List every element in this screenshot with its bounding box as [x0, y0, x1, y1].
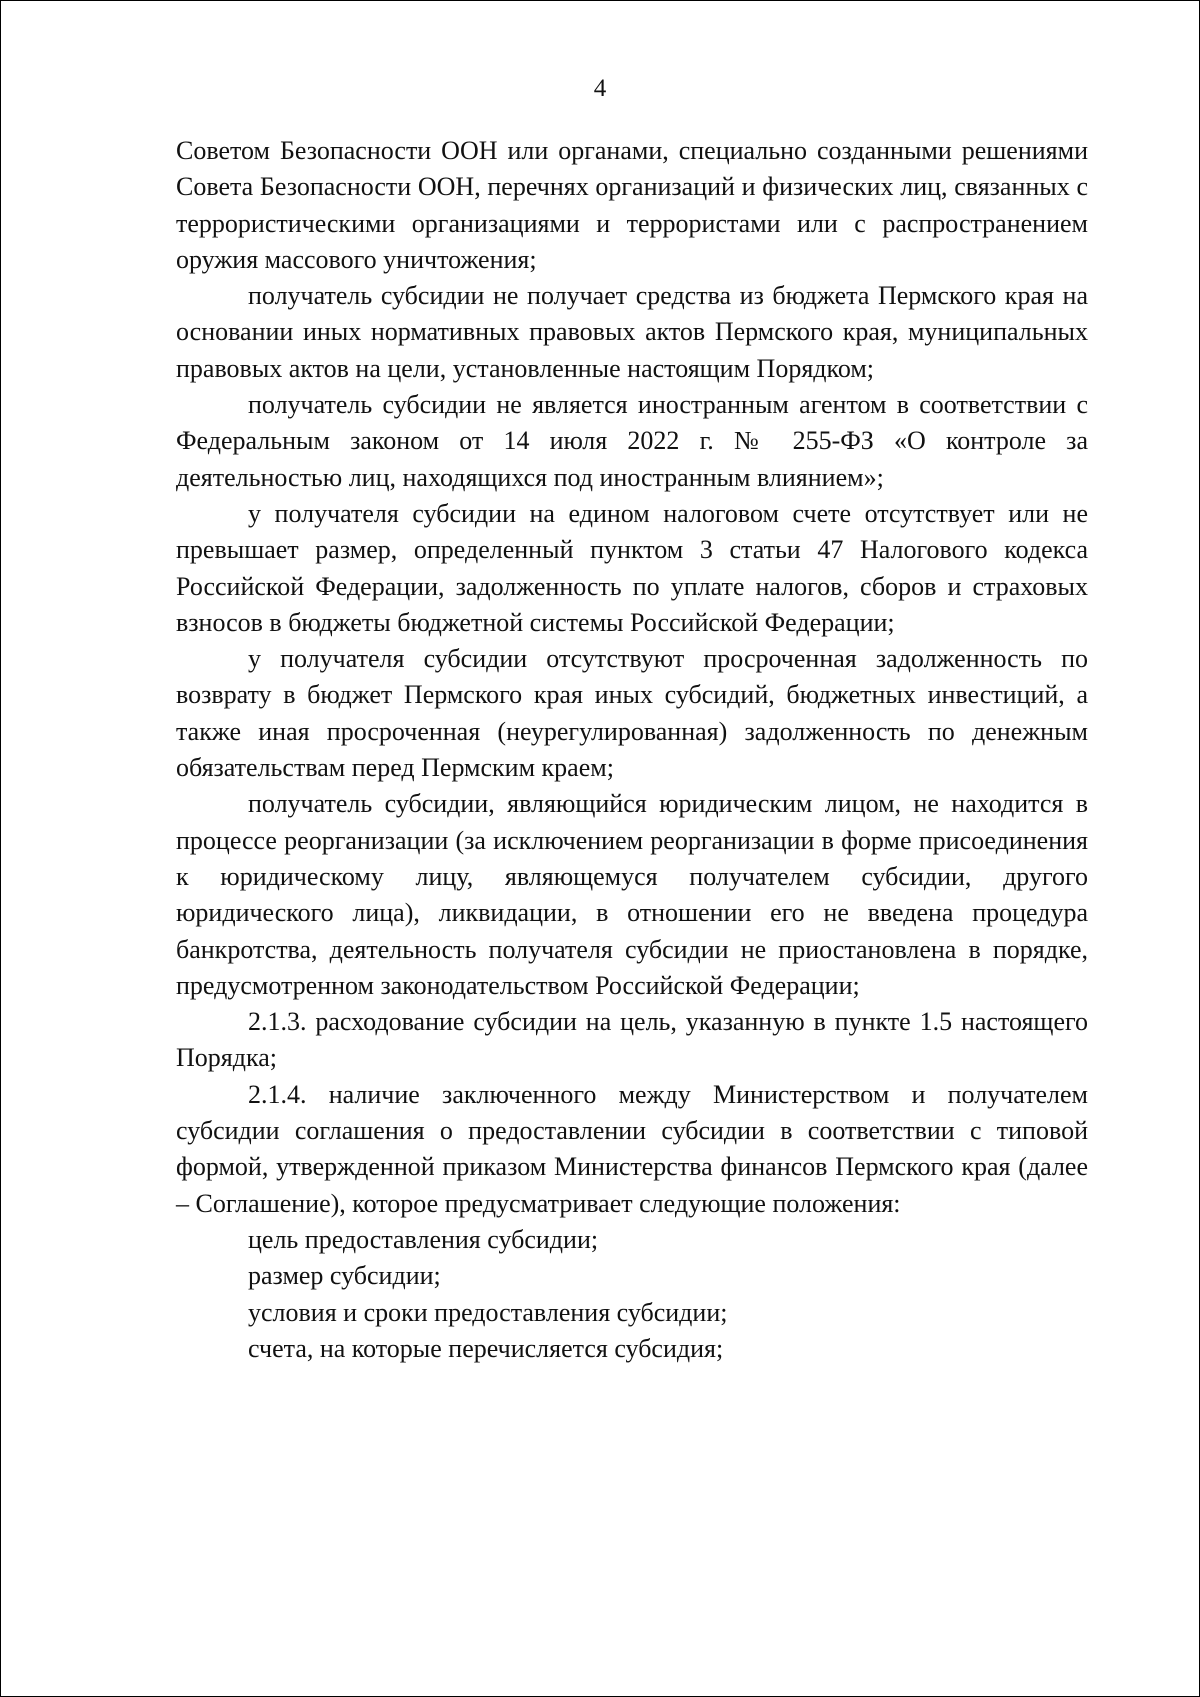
list-item: счета, на которые перечисляется субсидия; [248, 1333, 724, 1363]
list-item: цель предоставления субсидии; [248, 1224, 599, 1254]
paragraph-tax-debt: у получателя субсидии на едином налоговом счете отсутствует или не превышает размер, определенный пунктом 3 статьи 47 Налогового кодекса Российской Федерации, задолженность по уплате налогов, сборов и страховых взносов в бюджеты бюджетной системы Российской Федерации; [176, 498, 1088, 637]
list-item: условия и сроки предоставления субсидии; [248, 1297, 728, 1327]
list-item: размер субсидии; [248, 1261, 441, 1291]
document-body [176, 133, 1088, 1367]
clause-2-1-3: 2.1.3. расходование субсидии на цель, указанную в пункте 1.5 настоящего Порядка; [176, 1007, 1088, 1073]
clause-2-1-4: 2.1.4. наличие заключенного между Министерством и получателем субсидии соглашения о предоставлении субсидии в соответствии с типовой формой, утвержденной приказом Министерства финансов Пермского края (далее – Соглашение), которое предусматривает следующие положения: [176, 1079, 1088, 1218]
paragraph-not-foreign-agent: получатель субсидии не является иностранным агентом в соответствии с Федеральным законом от 14 июля 2022 г. № 255-ФЗ «О контроле за деятельностью лиц, находящихся под иностранным влиянием»; [176, 390, 1088, 492]
page-number: 4 [593, 75, 607, 102]
paragraph-un-lists-continuation: Советом Безопасности ООН или органами, специально созданными решениями Совета Безопасности ООН, перечнях организаций и физических лиц, связанных с террористическими организациями и террористами или с распространением оружия массового уничтожения; [176, 136, 1088, 274]
paragraph-overdue-debt: у получателя субсидии отсутствуют просроченная задолженность по возврату в бюджет Пермского края иных субсидий, бюджетных инвестиций, а также иная просроченная (неурегулированная) задолженность по денежным обязательствам перед Пермским краем; [176, 644, 1088, 783]
paragraph-reorganization: получатель субсидии, являющийся юридическим лицом, не находится в процессе реорганизации (за исключением реорганизации в форме присоединения к юридическому лицу, являющемуся получателем субсидии, другого юридического лица), ликвидации, в отношении его не введена процедура банкротства, деятельность получателя субсидии не приостановлена в порядке, предусмотренном законодательством Российской Федерации; [176, 789, 1088, 1000]
paragraph-no-other-budget-funds: получатель субсидии не получает средства из бюджета Пермского края на основании иных нормативных правовых актов Пермского края, муниципальных правовых актов на цели, установленные настоящим Порядком; [176, 281, 1088, 383]
